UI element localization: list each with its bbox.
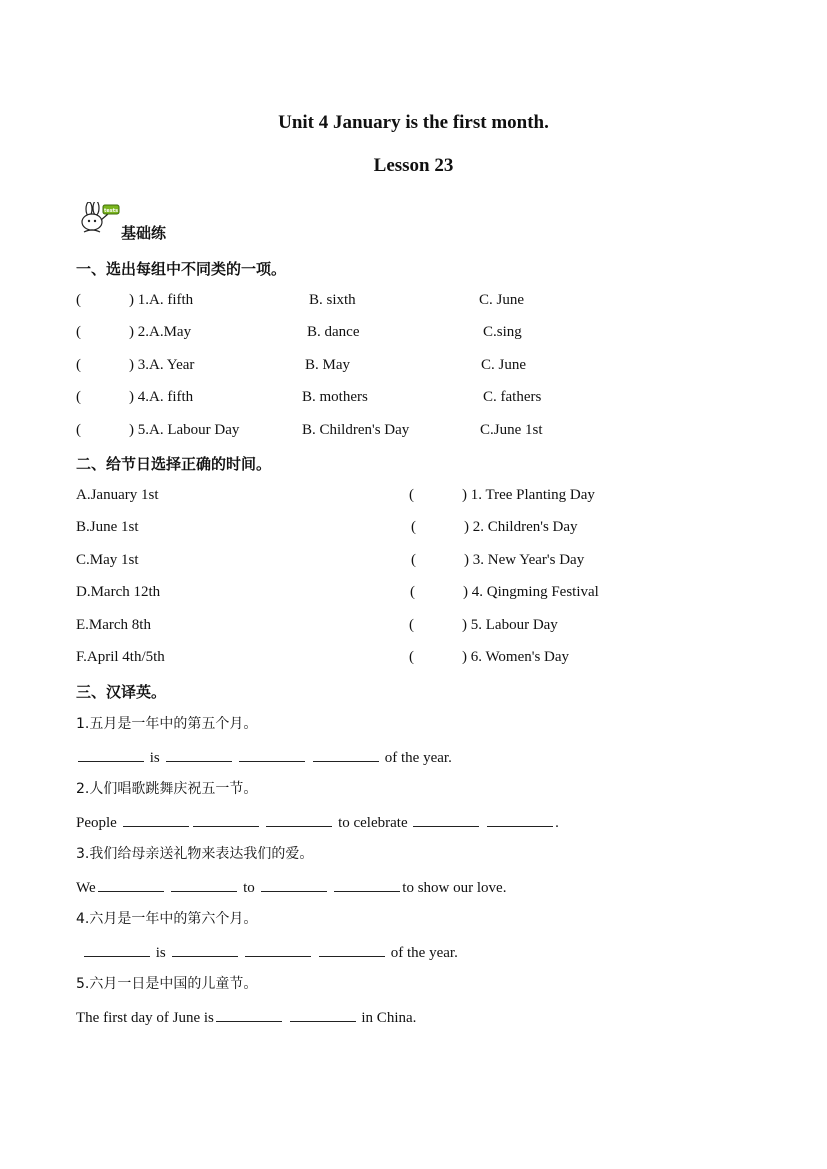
section2-heading: 二、给节日选择正确的时间。 xyxy=(76,455,272,473)
answer-blank[interactable] xyxy=(98,877,164,892)
lesson-title: Lesson 23 xyxy=(373,155,454,176)
answer-blank[interactable] xyxy=(334,877,400,892)
festival-name: 1. Tree Planting Day xyxy=(470,487,595,503)
option-c: C.June 1st xyxy=(480,422,543,438)
chinese-sentence: 3.我们给母亲送礼物来表达我们的爱。 xyxy=(76,846,314,862)
date-option: A.January 1st xyxy=(76,487,159,503)
answer-blank[interactable] xyxy=(313,747,379,762)
logo-badge-text: tests xyxy=(103,208,119,214)
option-c: C. fathers xyxy=(483,389,542,405)
answer-blank[interactable] xyxy=(261,877,327,892)
answer-blank[interactable] xyxy=(245,942,311,957)
festival-name: 4. Qingming Festival xyxy=(471,584,599,600)
festival-name: 6. Women's Day xyxy=(470,649,570,665)
list-item: ( ) 3. New Year's Day xyxy=(411,552,585,568)
option-c: C.sing xyxy=(483,324,522,340)
option-b: B. May xyxy=(305,357,350,373)
date-option: B.June 1st xyxy=(76,519,139,535)
list-item: ( ) 5.A. Labour Day xyxy=(76,422,240,438)
answer-blank[interactable] xyxy=(266,812,332,827)
date-option: D.March 12th xyxy=(76,584,161,600)
answer-blank[interactable] xyxy=(413,812,479,827)
chinese-sentence: 2.人们唱歌跳舞庆祝五一节。 xyxy=(76,781,258,797)
answer-blank[interactable] xyxy=(290,1007,356,1022)
festival-name: 3. New Year's Day xyxy=(472,552,585,568)
list-item: ( ) 2.A.May xyxy=(76,324,192,340)
chinese-sentence: 5.六月一日是中国的儿童节。 xyxy=(76,976,258,992)
answer-blank[interactable] xyxy=(166,747,232,762)
chinese-sentence: 1.五月是一年中的第五个月。 xyxy=(76,716,258,732)
option-b: B. sixth xyxy=(309,292,356,308)
answer-blank[interactable] xyxy=(319,942,385,957)
list-item: ( ) 1.A. fifth xyxy=(76,292,194,308)
practice-label: 基础练 xyxy=(121,224,167,242)
answer-blank[interactable] xyxy=(193,812,259,827)
page-title: Unit 4 January is the first month. xyxy=(278,112,549,133)
list-item: ( ) 4.A. fifth xyxy=(76,389,194,405)
translation-line: The first day of June is in China. xyxy=(76,1007,416,1027)
option-a: A. Year xyxy=(149,357,195,373)
option-c: C. June xyxy=(481,357,526,373)
section3-heading: 三、汉译英。 xyxy=(76,683,167,701)
answer-blank[interactable] xyxy=(487,812,553,827)
option-b: B. dance xyxy=(307,324,360,340)
answer-blank[interactable] xyxy=(84,942,150,957)
option-a: A. fifth xyxy=(149,292,194,308)
option-b: B. Children's Day xyxy=(302,422,410,438)
date-option: E.March 8th xyxy=(76,617,151,633)
question-number: 1. xyxy=(137,292,149,308)
answer-blank[interactable] xyxy=(171,877,237,892)
option-a: A. Labour Day xyxy=(149,422,240,438)
list-item: ( ) 4. Qingming Festival xyxy=(410,584,599,600)
list-item: ( ) 2. Children's Day xyxy=(411,519,578,535)
date-option: F.April 4th/5th xyxy=(76,649,165,665)
question-number: 5. xyxy=(137,422,149,438)
translation-line: is of the year. xyxy=(76,747,452,767)
answer-blank[interactable] xyxy=(123,812,189,827)
list-item: ( ) 1. Tree Planting Day xyxy=(409,487,595,503)
answer-blank[interactable] xyxy=(239,747,305,762)
translation-line: We to to show our love. xyxy=(76,877,506,897)
festival-name: 5. Labour Day xyxy=(470,617,558,633)
translation-line: is of the year. xyxy=(82,942,458,962)
option-c: C. June xyxy=(479,292,524,308)
translation-line: People to celebrate . xyxy=(76,812,559,832)
chinese-sentence: 4.六月是一年中的第六个月。 xyxy=(76,911,258,927)
list-item: ( ) 6. Women's Day xyxy=(409,649,570,665)
answer-blank[interactable] xyxy=(78,747,144,762)
option-a: A. fifth xyxy=(149,389,194,405)
date-option: C.May 1st xyxy=(76,552,139,568)
rabbit-mascot-icon xyxy=(76,202,120,236)
option-a: A.May xyxy=(149,324,192,340)
list-item: ( ) 5. Labour Day xyxy=(409,617,558,633)
festival-name: 2. Children's Day xyxy=(472,519,578,535)
question-number: 4. xyxy=(137,389,149,405)
list-item: ( ) 3.A. Year xyxy=(76,357,195,373)
section1-heading: 一、选出每组中不同类的一项。 xyxy=(76,260,287,278)
option-b: B. mothers xyxy=(302,389,368,405)
question-number: 2. xyxy=(137,324,149,340)
answer-blank[interactable] xyxy=(172,942,238,957)
question-number: 3. xyxy=(137,357,149,373)
answer-blank[interactable] xyxy=(216,1007,282,1022)
